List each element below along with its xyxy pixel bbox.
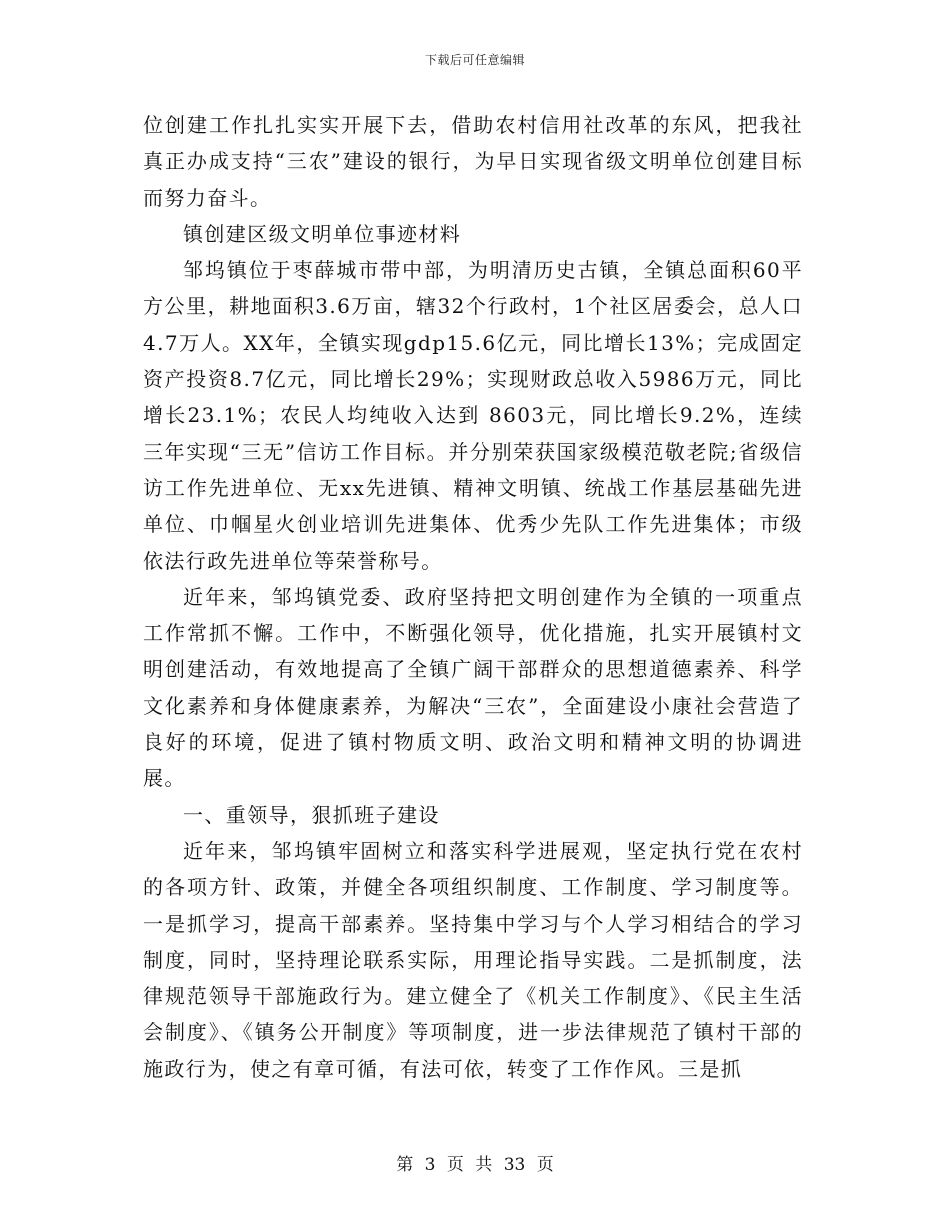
section-title: 镇创建区级文明单位事迹材料 <box>183 221 462 246</box>
subheading-leadership: 一、重领导，狠抓班子建设 <box>183 802 440 827</box>
paragraph-continuation: 位创建工作扎扎实实开展下去，借助农村信用社改革的东风，把我社真正办成支持“三农”建设的银行，为早日实现省级文明单位创建目标而努力奋斗。 <box>143 113 803 210</box>
page-header-note: 下载后可任意编辑 <box>424 53 525 67</box>
paragraph-intro: 近年来，邹坞镇党委、政府坚持把文明创建作为全镇的一项重点工作常抓不懈。工作中，不断强化领导，优化措施，扎实开展镇村文明创建活动，有效地提高了全镇广阔干部群众的思想道德素养、科学文化素养和身体健康素养，为解决“三农”，全面建设小康社会营造了良好的环境，促进了镇村物质文明、政治文明和精神文明的协调进展。 <box>143 584 803 791</box>
document-body <box>143 107 803 1087</box>
page-number-footer: 第 3 页 共 33 页 <box>396 1155 554 1175</box>
paragraph-overview: 邹坞镇位于枣薛城市带中部，为明清历史古镇，全镇总面积60平方公里，耕地面积3.6万亩，辖32个行政村，1个社区居委会，总人口4.7万人。XX年，全镇实现gdp15.6亿元，同比增长13%；完成固定资产投资8.7亿元，同比增长29%；实现财政总收入5986万元，同比增长23.1%；农民人均纯收入达到 8603元，同比增长9.2%，连续三年实现“三无”信访工作目标。并分别荣获国家级模范敬老院;省级信访工作先进单位、无xx先进镇、精神文明镇、统战工作基层基础先进单位、巾帼星火创业培训先进集体、优秀少先队工作先进集体；市级依法行政先进单位等荣誉称号。 <box>143 258 803 573</box>
paragraph-leadership: 近年来，邹坞镇牢固树立和落实科学进展观，坚定执行党在农村的各项方针、政策，并健全各项组织制度、工作制度、学习制度等。一是抓学习，提高干部素养。坚持集中学习与个人学习相结合的学习制度，同时，坚持理论联系实际，用理论指导实践。二是抓制度，法律规范领导干部施政行为。建立健全了《机关工作制度》、《民主生活会制度》、《镇务公开制度》等项制度，进一步法律规范了镇村干部的施政行为，使之有章可循，有法可依，转变了工作作风。三是抓 <box>143 838 803 1081</box>
